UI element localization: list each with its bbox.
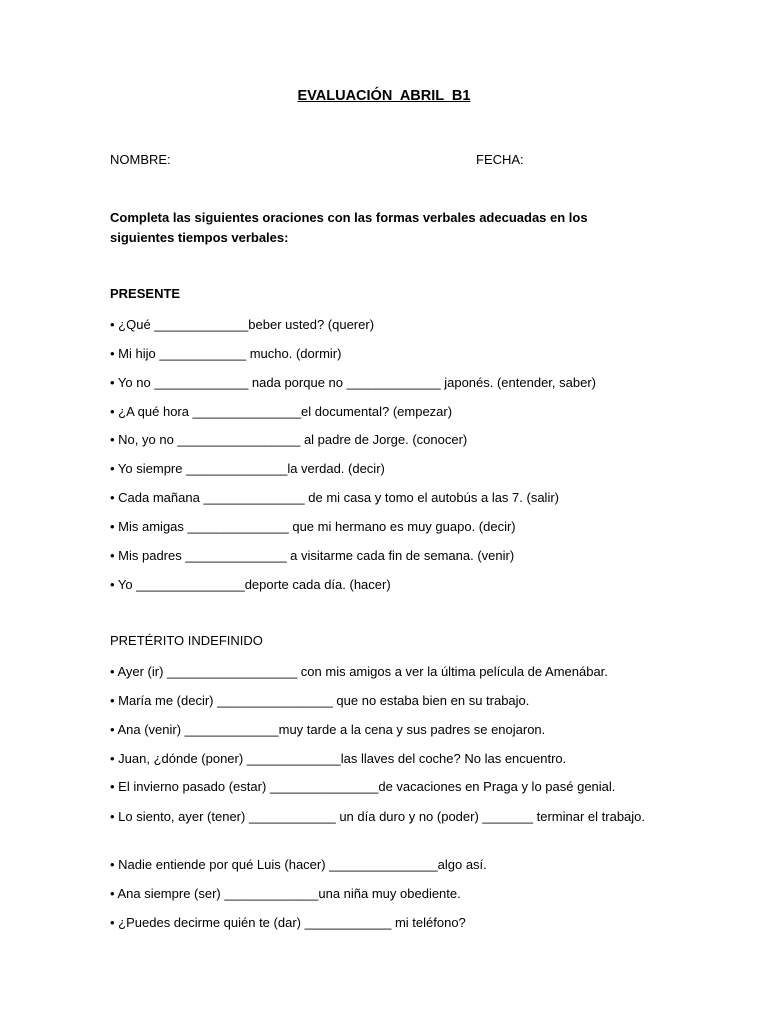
exercise-item: • El invierno pasado (estar) _______________de vacaciones en Praga y lo pasé genial. (110, 779, 616, 794)
name-label: NOMBRE: (110, 152, 171, 167)
document-title: EVALUACIÓN ABRIL B1 (297, 88, 471, 104)
section-heading-presente: PRESENTE (110, 286, 181, 301)
instructions: Completa las siguientes oraciones con las formas verbales adecuadas en los siguientes tiempos verbales: (110, 210, 588, 245)
exercise-item: • ¿A qué hora _______________el documental? (empezar) (110, 404, 453, 419)
exercise-item: • Yo _______________deporte cada día. (hacer) (110, 577, 391, 592)
exercise-item: • Yo siempre ______________la verdad. (decir) (110, 461, 385, 476)
exercise-item: • Yo no _____________ nada porque no _____________ japonés. (entender, saber) (110, 375, 596, 390)
exercise-item: • No, yo no _________________ al padre de Jorge. (conocer) (110, 432, 468, 447)
section-heading-preterito-indefinido: PRETÉRITO INDEFINIDO (110, 633, 263, 648)
exercise-item: • Mi hijo ____________ mucho. (dormir) (110, 346, 342, 361)
exercise-item: • ¿Qué _____________beber usted? (querer) (110, 317, 375, 332)
exercise-item: • Mis padres ______________ a visitarme cada fin de semana. (venir) (110, 548, 515, 563)
exercise-item: • Ana siempre (ser) _____________una niña muy obediente. (110, 886, 461, 901)
exercise-item: • Nadie entiende por qué Luis (hacer) _______________algo así. (110, 857, 487, 872)
exercise-item: • Ana (venir) _____________muy tarde a la cena y sus padres se enojaron. (110, 722, 546, 737)
exercise-item: • Cada mañana ______________ de mi casa y tomo el autobús a las 7. (salir) (110, 490, 559, 505)
exercise-item: • Ayer (ir) __________________ con mis amigos a ver la última película de Amenábar. (110, 664, 608, 679)
exercise-item: • Mis amigas ______________ que mi hermano es muy guapo. (decir) (110, 519, 516, 534)
exercise-item: • Juan, ¿dónde (poner) _____________las llaves del coche? No las encuentro. (110, 751, 567, 766)
exercise-item: • María me (decir) ________________ que no estaba bien en su trabajo. (110, 693, 530, 708)
exercise-item: • ¿Puedes decirme quién te (dar) ____________ mi teléfono? (110, 915, 466, 930)
date-label: FECHA: (476, 152, 524, 167)
exercise-item: • Lo siento, ayer (tener) ____________ un día duro y no (poder) _______ terminar el trabajo. (110, 809, 646, 824)
